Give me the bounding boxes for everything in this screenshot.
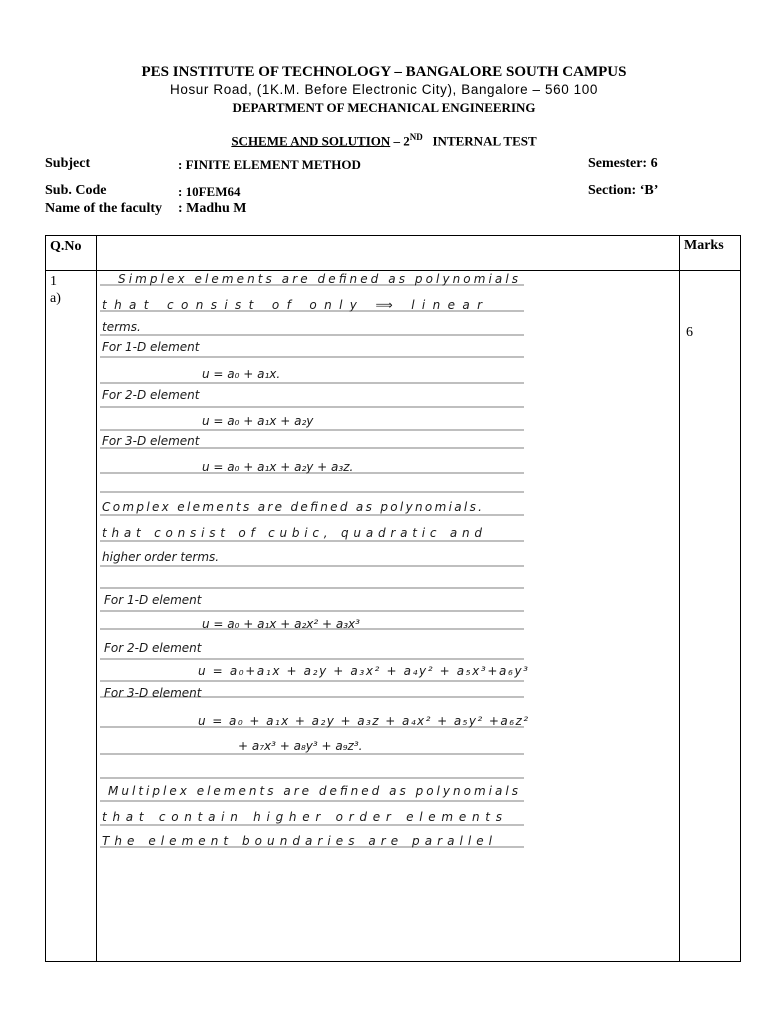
- test-number: – 2: [390, 133, 410, 149]
- handwritten-line: For 3-D element: [102, 434, 200, 448]
- faculty-label: Name of the faculty: [45, 201, 163, 216]
- question-number: 1: [50, 274, 57, 289]
- handwritten-line: The element boundaries are parallel: [102, 834, 493, 848]
- handwritten-line: u = a₀ + a₁x + a₂y + a₃z.: [202, 460, 354, 474]
- semester-info: Semester: 6: [588, 156, 658, 171]
- marks-cell: [680, 271, 741, 962]
- question-cell: [46, 271, 97, 962]
- handwritten-lines: [102, 272, 528, 848]
- handwritten-line: terms.: [102, 320, 141, 334]
- handwritten-line: For 2-D element: [102, 388, 200, 402]
- subject-value: : FINITE ELEMENT METHOD: [178, 157, 361, 172]
- subcode-label: Sub. Code: [45, 183, 107, 198]
- handwritten-line: that consist of only ⟹ linear: [102, 298, 482, 312]
- handwritten-line: that contain higher order elements: [102, 810, 503, 824]
- handwritten-answer-sheet: [98, 265, 530, 855]
- handwritten-line: higher order terms.: [102, 550, 220, 564]
- department-name: DEPARTMENT OF MECHANICAL ENGINEERING: [232, 100, 536, 115]
- subject-label: Subject: [45, 156, 91, 171]
- handwritten-line: For 1-D element: [104, 593, 202, 607]
- handwritten-line: u = a₀ + a₁x + a₂y + a₃z + a₄x² + a₅y² +a₆z²: [198, 714, 528, 728]
- test-number-suffix: ND: [409, 132, 423, 142]
- handwritten-line: u = a₀ + a₁x + a₂x² + a₃x³: [202, 617, 360, 631]
- institute-address: Hosur Road, (1K.M. Before Electronic City), Bangalore – 560 100: [170, 82, 598, 97]
- test-type: INTERNAL TEST: [422, 133, 537, 149]
- marks-value: 6: [686, 325, 693, 340]
- handwritten-line: Simplex elements are defined as polynomials: [118, 272, 518, 286]
- handwritten-line: Multiplex elements are defined as polynomials: [108, 784, 519, 798]
- section-info: Section: ‘B’: [588, 183, 659, 198]
- handwritten-line: u = a₀ + a₁x.: [202, 367, 281, 381]
- subcode-value: : 10FEM64: [178, 184, 241, 199]
- handwritten-line: For 3-D element: [104, 686, 202, 700]
- ruled-lines: [100, 285, 524, 847]
- handwritten-line: Complex elements are defined as polynomials.: [102, 500, 483, 514]
- institute-title: PES INSTITUTE OF TECHNOLOGY – BANGALORE SOUTH CAMPUS: [141, 64, 627, 80]
- scheme-label: SCHEME AND SOLUTION: [231, 133, 391, 149]
- qno-header: Q.No: [46, 236, 97, 271]
- handwritten-line: + a₇x³ + a₈y³ + a₉z³.: [238, 739, 363, 753]
- question-part: a): [50, 291, 61, 306]
- handwritten-line: For 2-D element: [104, 641, 202, 655]
- marks-header: Marks: [680, 236, 741, 271]
- document-heading: [0, 132, 768, 149]
- handwritten-line: u = a₀+a₁x + a₂y + a₃x² + a₄y² + a₅x³+a₆y³: [198, 664, 528, 678]
- handwritten-answer: [98, 265, 530, 855]
- handwritten-line: u = a₀ + a₁x + a₂y: [202, 414, 314, 428]
- faculty-value: : Madhu M: [178, 201, 247, 216]
- handwritten-line: that consist of cubic, quadratic and: [102, 526, 483, 540]
- handwritten-line: For 1-D element: [102, 340, 200, 354]
